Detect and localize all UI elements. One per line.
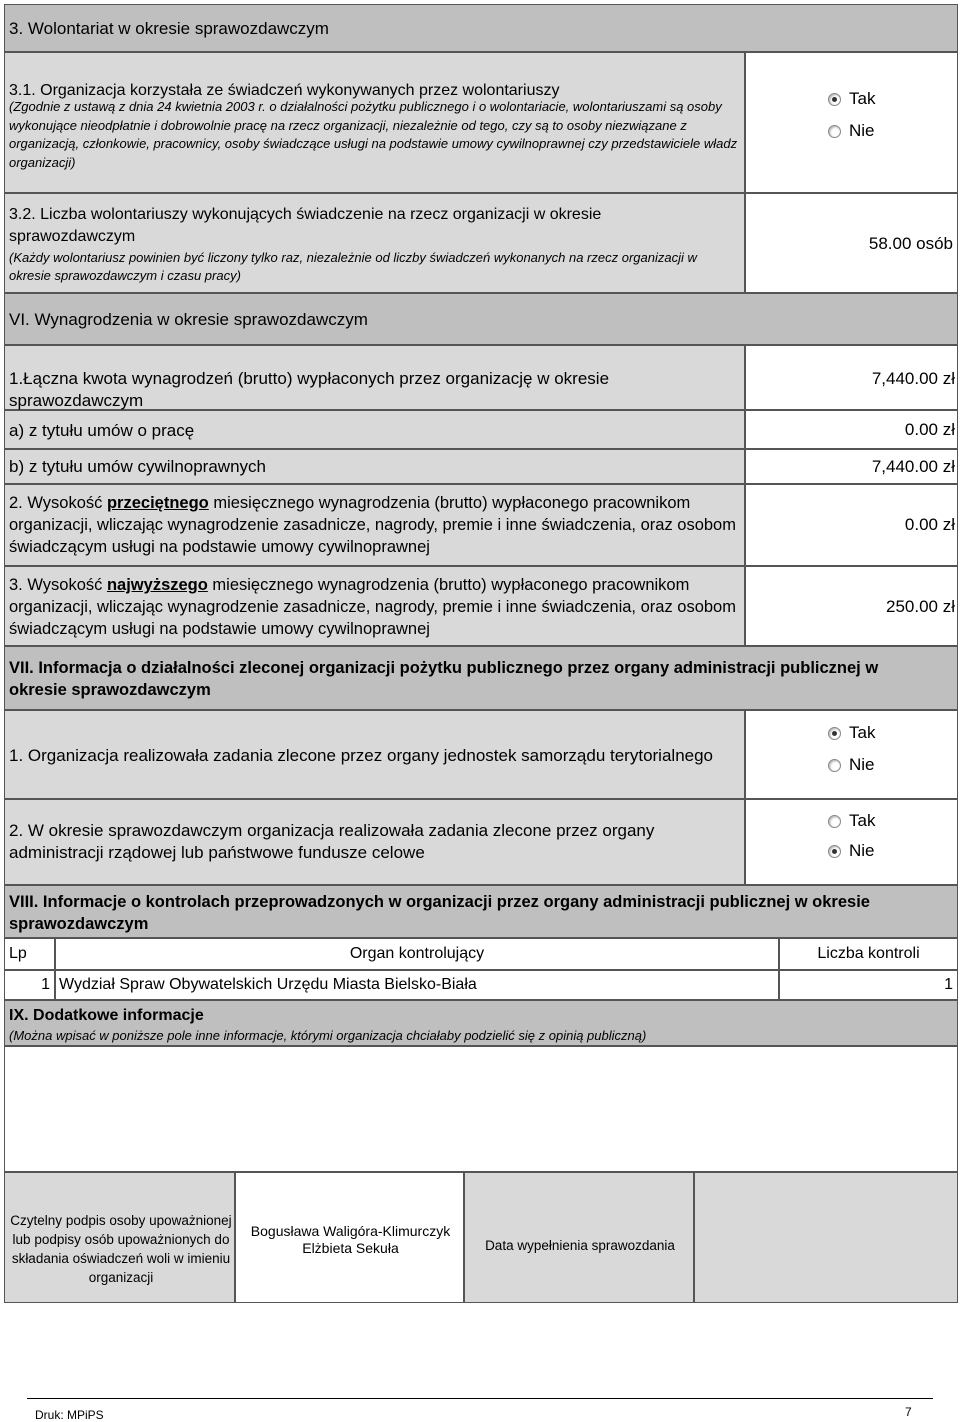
salary-a-value: 0.00 zł: [904, 420, 955, 439]
s7-q1-label: 1. Organizacja realizowała zadania zlecone przez organy jednostek samorządu terytorialnego: [9, 746, 714, 765]
q32-title: 3.2. Liczba wolontariuszy wykonujących świadczenie na rzecz organizacji w okresie sprawozdawczym: [9, 206, 602, 245]
s7-q2-radio-yes[interactable]: [828, 811, 875, 831]
section-9-title: IX. Dodatkowe informacje: [9, 1007, 204, 1024]
s7-q1-radio-yes[interactable]: [828, 723, 875, 743]
q31-question-cell: [4, 52, 745, 193]
salary-a-label-cell: [4, 410, 745, 449]
salary-max-value: 250.00 zł: [886, 597, 955, 616]
table-header-lp: [4, 938, 55, 970]
s7-q1-yes-label: Tak: [849, 723, 876, 742]
table-row-lp: [4, 970, 55, 1000]
page-number: 7: [905, 1405, 912, 1419]
salary-avg-value-cell: [745, 484, 958, 566]
col-organ-label: Organ kontrolujący: [349, 945, 485, 962]
salary-b-label: b) z tytułu umów cywilnoprawnych: [9, 457, 266, 476]
q31-radio-yes[interactable]: [828, 89, 875, 109]
salary-total-value: 7,440.00 zł: [871, 369, 955, 388]
radio-empty-icon: [828, 125, 841, 138]
salary-avg-post: miesięcznego wynagrodzenia (brutto) wypłaconego pracownikom organizacji, wliczając wynagrodzenie zasadnicze, nagrody, premie i inne świadczenia, oraz osobom świadczącym usługi na podstawie umowy cywilnoprawnej: [9, 494, 736, 556]
salary-avg-label-cell: [4, 484, 745, 566]
date-label-cell: [464, 1172, 694, 1303]
s7-q2-cell: [4, 799, 745, 885]
salary-max-pre: 3. Wysokość: [9, 576, 107, 594]
footer-rule: [27, 1398, 933, 1399]
salary-max-label-cell: [4, 566, 745, 646]
s7-q1-answer-cell: [745, 710, 958, 799]
table-header-count: [779, 938, 958, 970]
q32-question-cell: [4, 193, 745, 293]
section-6-title: VI. Wynagrodzenia w okresie sprawozdawczym: [9, 310, 368, 329]
q31-answer-cell: [745, 52, 958, 193]
section-8-header: [4, 885, 958, 938]
q31-note: (Zgodnie z ustawą z dnia 24 kwietnia 2003 r. o działalności pożytku publicznego i o wolontariacie, wolontariuszami są osoby wykonujące nieodpłatnie i dobrowolnie pracę na rzecz organizacji, niezależnie od tego, czy są to osoby niezwiązane z organizacją, członkowie, pracownicy, osoby świadczące usługi na podstawie umowy cywilnoprawnej czy przedstawiciele władz organizacji): [9, 99, 738, 170]
s7-q1-no-label: Nie: [849, 755, 875, 774]
salary-total-value-cell: [745, 345, 958, 410]
s7-q1-cell: [4, 710, 745, 799]
radio-empty-icon: [828, 759, 841, 772]
col-count-label: Liczba kontroli: [817, 945, 920, 962]
q31-title: 3.1. Organizacja korzystała ze świadczeń wykonywanych przez wolontariuszy: [9, 82, 560, 99]
s7-q2-no-label: Nie: [849, 841, 875, 860]
salary-avg-pre: 2. Wysokość: [9, 494, 107, 512]
salary-a-label: a) z tytułu umów o pracę: [9, 421, 195, 440]
q31-yes-label: Tak: [849, 89, 876, 108]
volunteer-count: 58.00 osób: [868, 234, 953, 253]
salary-total-label-cell: [4, 345, 745, 410]
date-label: Data wypełnienia sprawozdania: [485, 1238, 675, 1253]
section-7-header: [4, 646, 958, 710]
row-organ: Wydział Spraw Obywatelskich Urzędu Miasta Bielsko-Biała: [59, 976, 477, 993]
col-lp-label: Lp: [9, 945, 27, 962]
q32-answer-cell: [745, 193, 958, 293]
radio-selected-icon: [828, 727, 841, 740]
salary-max-bold: najwyższego: [106, 576, 208, 594]
section-9-header: [4, 1000, 958, 1046]
signature-label: Czytelny podpis osoby upoważnionej lub podpisy osób upoważnionych do składania oświadczeń woli w imieniu organizacji: [10, 1213, 232, 1285]
section-8-title: VIII. Informacje o kontrolach przeprowadzonych w organizacji przez organy administracji publicznej w okresie sprawozdawczym: [9, 893, 870, 933]
section-6-header: [4, 293, 958, 345]
salary-max-label: [9, 574, 739, 640]
salary-avg-bold: przeciętnego: [106, 494, 209, 512]
salary-avg-label: [9, 492, 739, 558]
salary-max-post: miesięcznego wynagrodzenia (brutto) wypłaconego pracownikom organizacji, wliczając wynagrodzenie zasadnicze, nagrody, premie i inne świadczenia, oraz osobom świadczącym usługi na podstawie umowy cywilnoprawnej: [9, 576, 736, 638]
row-lp: 1: [41, 976, 50, 993]
table-header-organ: [55, 938, 779, 970]
section-3-title: 3. Wolontariat w okresie sprawozdawczym: [9, 19, 329, 38]
s7-q2-label: 2. W okresie sprawozdawczym organizacja realizowała zadania zlecone przez organy administracji rządowej lub państwowe fundusze celowe: [9, 821, 655, 862]
footer-print: Druk: MPiPS: [35, 1408, 104, 1422]
s7-q2-radio-no[interactable]: [828, 841, 875, 861]
s7-q1-radio-no[interactable]: [828, 755, 875, 775]
row-count: 1: [944, 976, 953, 993]
salary-total-label: 1.Łączna kwota wynagrodzeń (brutto) wypłaconych przez organizację w okresie sprawozdawczym: [9, 369, 610, 410]
salary-b-value-cell: [745, 449, 958, 484]
radio-empty-icon: [828, 815, 841, 828]
salary-a-value-cell: [745, 410, 958, 449]
signature-label-cell: [4, 1172, 235, 1303]
salary-b-label-cell: [4, 449, 745, 484]
section-3-header: [4, 4, 958, 52]
q31-radio-no[interactable]: [828, 121, 875, 141]
table-row-count: [779, 970, 958, 1000]
signature-names-cell: [235, 1172, 464, 1303]
table-row-organ: [55, 970, 779, 1000]
s7-q2-answer-cell: [745, 799, 958, 885]
radio-selected-icon: [828, 93, 841, 106]
radio-selected-icon: [828, 845, 841, 858]
section-9-note: (Można wpisać w poniższe pole inne informacje, którymi organizacja chciałaby podzielić się z opinią publiczną): [9, 1028, 647, 1043]
section-7-title: VII. Informacja o działalności zleconej organizacji pożytku publicznego przez organy administracji publicznej w okresie sprawozdawczym: [9, 659, 879, 699]
salary-avg-value: 0.00 zł: [904, 515, 955, 534]
s7-q2-yes-label: Tak: [849, 811, 876, 830]
date-value-cell[interactable]: [694, 1172, 958, 1303]
signature-name-1: Bogusława Waligóra-Klimurczyk: [250, 1223, 451, 1239]
signature-name-2: Elżbieta Sekuła: [302, 1240, 399, 1256]
salary-b-value: 7,440.00 zł: [871, 457, 955, 476]
q31-no-label: Nie: [849, 121, 875, 140]
salary-max-value-cell: [745, 566, 958, 646]
additional-info-field[interactable]: [4, 1046, 958, 1172]
q32-note: (Każdy wolontariusz powinien być liczony tylko raz, niezależnie od liczby świadczeń wykonanych na rzecz organizacji w okresie sprawozdawczym i czasu pracy): [9, 250, 697, 283]
